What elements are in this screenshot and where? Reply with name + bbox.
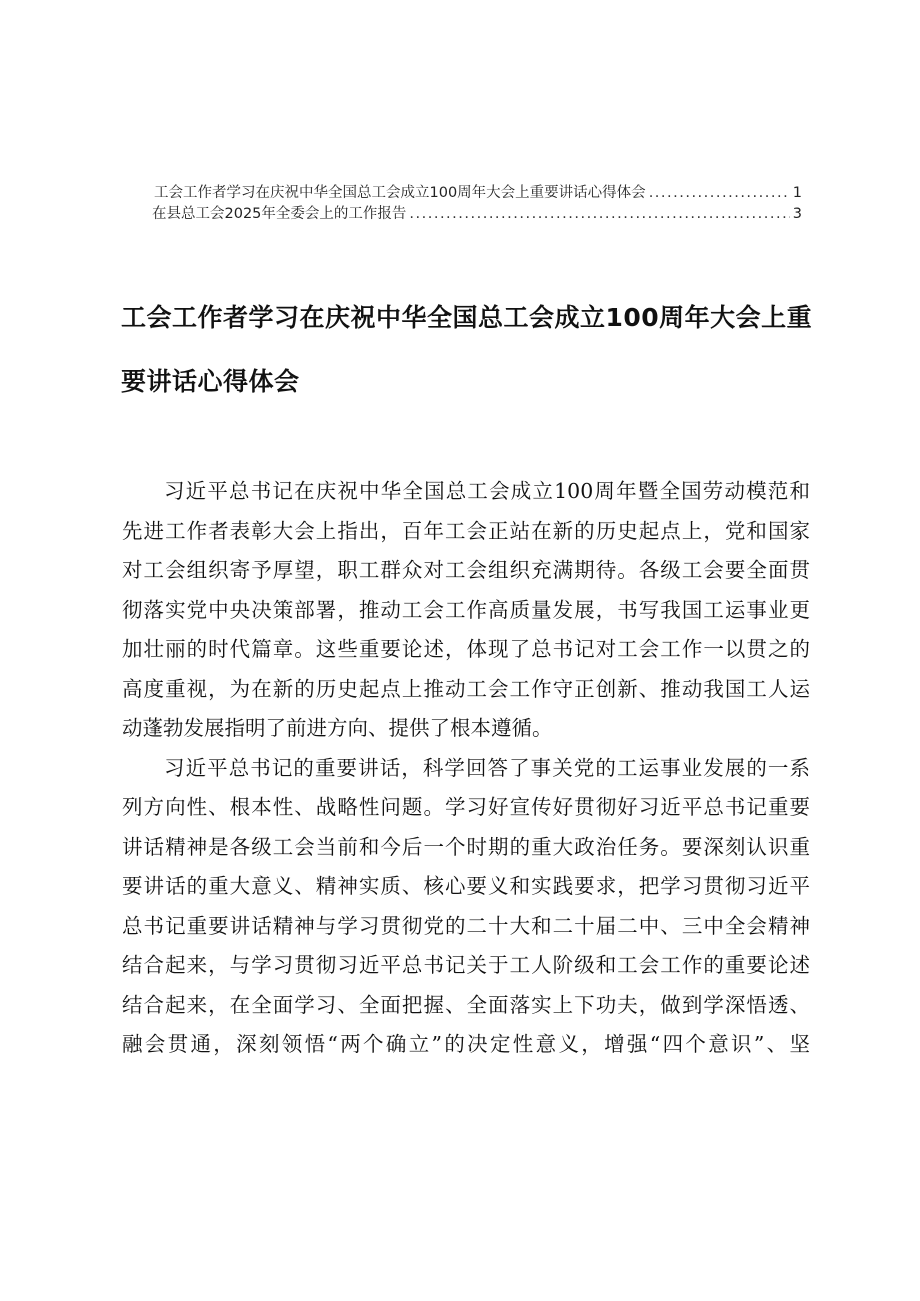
paragraph-line: 要讲话的重大意义、精神实质、核心要义和实践要求，把学习贯彻习近平 (122, 874, 810, 898)
toc-entry-title: 在县总工会2025年全委会上的工作报告 (152, 206, 407, 222)
paragraph-line: 结合起来，在全面学习、全面把握、全面落实上下功夫，做到学深悟透、 (122, 992, 810, 1017)
paragraph-line: 动蓬勃发展指明了前进方向、提供了根本遵循。 (122, 716, 553, 740)
paragraph-line: 总书记重要讲话精神与学习贯彻党的二十大和二十届二中、三中全会精神 (122, 913, 810, 938)
paragraph-line: 加壮丽的时代篇章。这些重要论述，体现了总书记对工会工作一以贯之的 (122, 637, 810, 661)
paragraph-line: 习近平总书记在庆祝中华全国总工会成立100周年暨全国劳动模范和 (164, 479, 810, 503)
paragraph-line: 讲话精神是各级工会当前和今后一个时期的重大政治任务。要深刻认识重 (122, 834, 810, 859)
toc-leader-dots (649, 183, 790, 204)
paragraph-line: 结合起来，与学习贯彻习近平总书记关于工人阶级和工会工作的重要论述 (122, 953, 810, 977)
toc-entry-page: 1 (792, 185, 802, 201)
paragraph-line: 高度重视，为在新的历史起点上推动工会工作守正创新、推动我国工人运 (122, 676, 810, 701)
toc-entry-page: 3 (792, 206, 802, 222)
toc-entry-title: 工会工作者学习在庆祝中华全国总工会成立100周年大会上重要讲话心得体会 (154, 185, 646, 201)
article-title-line: 要讲话心得体会 (121, 367, 300, 396)
paragraph-line: 彻落实党中央决策部署，推动工会工作高质量发展，书写我国工运事业更 (122, 597, 810, 622)
paragraph-line: 列方向性、根本性、战略性问题。学习好宣传好贯彻好习近平总书记重要 (122, 795, 810, 819)
article-title-line: 工会工作者学习在庆祝中华全国总工会成立100周年大会上重 (121, 303, 813, 332)
article-body (122, 472, 810, 1065)
paragraph-line: 先进工作者表彰大会上指出，百年工会正站在新的历史起点上，党和国家 (122, 518, 810, 543)
paragraph (122, 749, 810, 1065)
paragraph-line: 融会贯通，深刻领悟“两个确立”的决定性意义，增强“四个意识”、坚 (122, 1032, 810, 1056)
table-of-contents (154, 183, 802, 225)
paragraph-line: 习近平总书记的重要讲话，科学回答了事关党的工运事业发展的一系 (164, 755, 810, 780)
paragraph-line: 对工会组织寄予厚望，职工群众对工会组织充满期待。各级工会要全面贯 (122, 558, 810, 582)
toc-leader-dots (409, 204, 789, 225)
article-title (121, 286, 813, 414)
toc-entry[interactable] (152, 204, 802, 225)
paragraph (122, 472, 810, 749)
toc-entry[interactable] (154, 183, 802, 204)
